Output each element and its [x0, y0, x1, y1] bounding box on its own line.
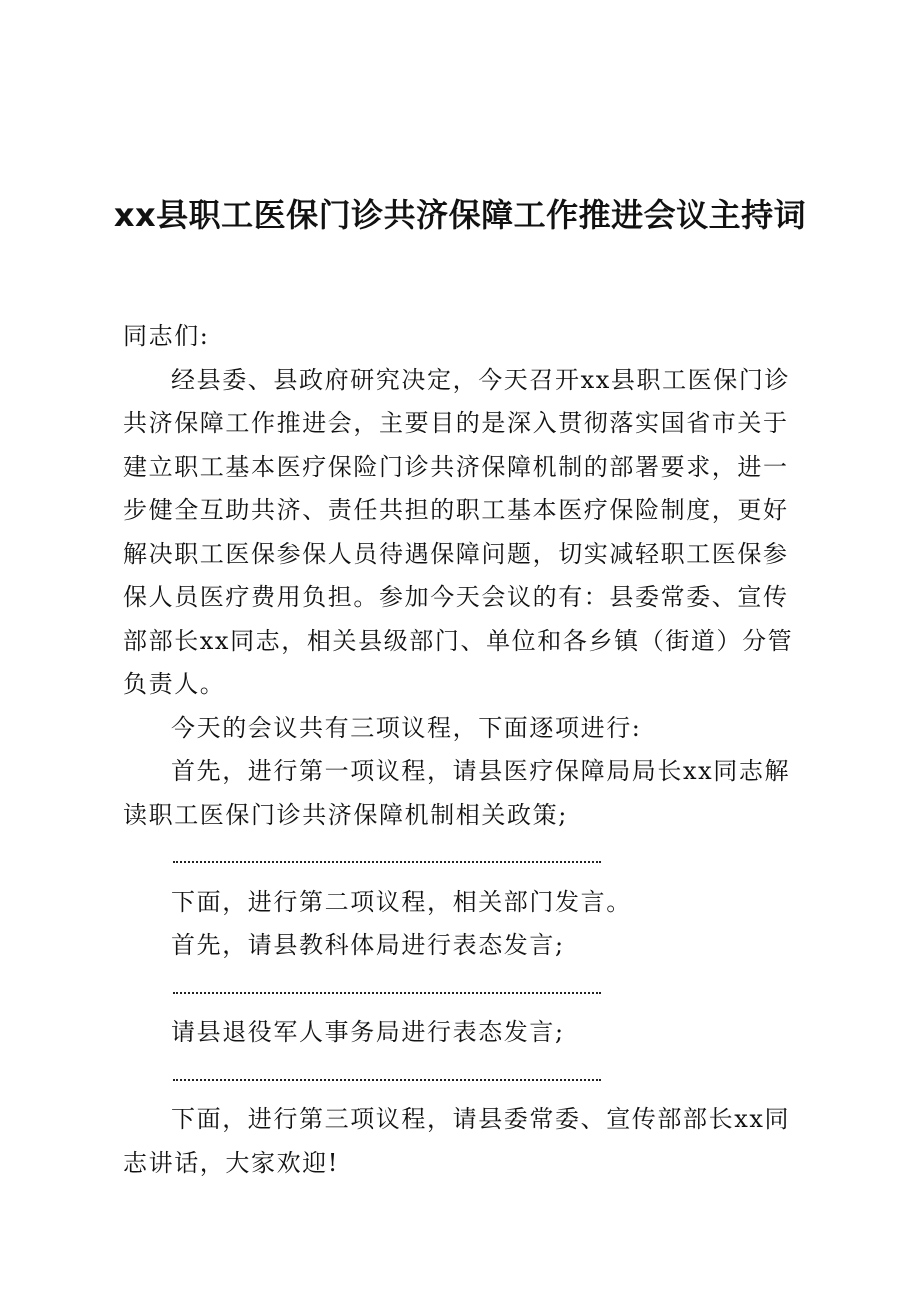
salutation: 同志们:: [123, 322, 210, 350]
paragraph-agenda-intro: 今天的会议共有三项议程，下面逐项进行:: [171, 713, 642, 742]
ellipsis-placeholder: [123, 837, 798, 881]
dotted-line: [173, 861, 601, 863]
document-body: [123, 315, 798, 1185]
dotted-line: [173, 992, 601, 994]
paragraph-speaker-1: 首先，请县教科体局进行表态发言;: [171, 931, 565, 959]
ellipsis-placeholder: [123, 1055, 798, 1099]
paragraph-agenda-item-3: 下面，进行第三项议程，请县委常委、宣传部部长xx同志讲话，大家欢迎!: [123, 1105, 791, 1177]
ellipsis-placeholder: [123, 968, 798, 1012]
paragraph-speaker-2: 请县退役军人事务局进行表态发言;: [171, 1018, 565, 1046]
paragraph-agenda-item-2: 下面，进行第二项议程，相关部门发言。: [171, 887, 632, 916]
document-title: xx县职工医保门诊共济保障工作推进会议主持词: [113, 196, 807, 234]
paragraph-agenda-item-1: 首先，进行第一项议程，请县医疗保障局局长xx同志解读职工医保门诊共济保障机制相关政策;: [123, 757, 791, 829]
paragraph-opening: 经县委、县政府研究决定，今天召开xx县职工医保门诊共济保障工作推进会，主要目的是深入贯彻落实国省市关于建立职工基本医疗保险门诊共济保障机制的部署要求，进一步健全互助共济、责任共担的职工基本医疗保险制度，更好解决职工医保参保人员待遇保障问题，切实减轻职工医保参保人员医疗费用负担。参加今天会议的有：县委常委、宣传部部长xx同志，相关县级部门、单位和各乡镇（街道）分管负责人。: [123, 365, 794, 698]
dotted-line: [173, 1079, 601, 1081]
